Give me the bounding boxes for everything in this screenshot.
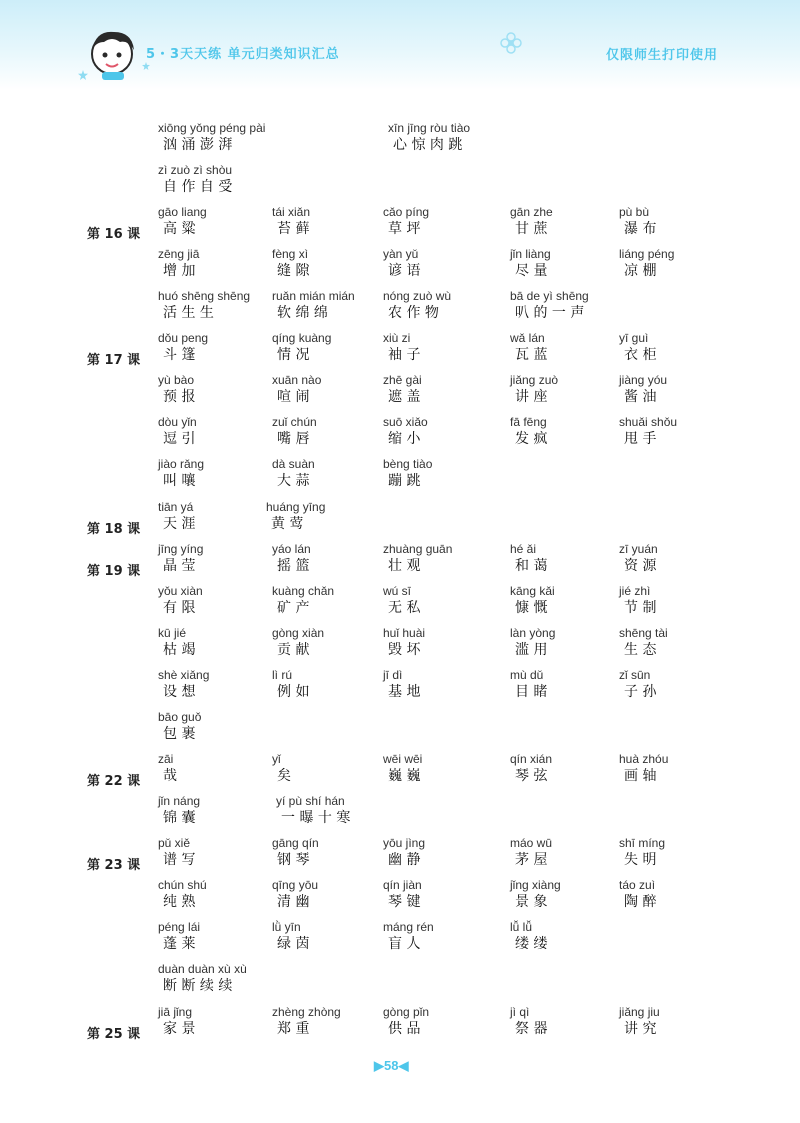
pinyin: dǒu peng	[158, 331, 209, 345]
pinyin: yī guì	[619, 331, 649, 345]
hanzi: 慷 慨	[515, 600, 548, 616]
pinyin: yǒu xiàn	[158, 584, 203, 598]
pinyin: shè xiǎng	[158, 668, 210, 682]
hanzi: 讲 究	[624, 1021, 657, 1037]
page-header	[0, 0, 800, 90]
vocab-word	[383, 373, 422, 407]
hanzi: 蓬 莱	[163, 936, 196, 952]
vocab-word	[158, 626, 195, 660]
vocab-word	[158, 878, 207, 912]
pinyin: wǎ lán	[510, 331, 545, 345]
pinyin: ruǎn mián mián	[272, 289, 355, 303]
vocab-word	[383, 920, 434, 954]
vocab-word	[619, 836, 665, 870]
pinyin: jǐng xiàng	[510, 878, 561, 892]
star-icon	[142, 62, 150, 70]
vocab-word	[272, 584, 334, 618]
pinyin: gòng xiàn	[272, 626, 325, 640]
vocab-word	[383, 331, 420, 365]
vocab-word	[383, 626, 425, 660]
hanzi: 纯 熟	[163, 894, 196, 910]
vocab-word	[619, 584, 656, 618]
pinyin: gāo liang	[158, 205, 207, 219]
vocab-word	[510, 331, 547, 365]
pinyin: huà zhóu	[619, 752, 669, 766]
vocab-word	[272, 542, 311, 576]
hanzi: 缕 缕	[515, 936, 548, 952]
pinyin: làn yòng	[510, 626, 556, 640]
pinyin: péng lái	[158, 920, 201, 934]
hanzi: 谱 写	[163, 852, 196, 868]
hanzi: 子 孙	[624, 684, 657, 700]
vocab-word	[510, 878, 561, 912]
pinyin: xīn jīng ròu tiào	[388, 121, 471, 135]
pinyin: zǐ sūn	[619, 668, 651, 682]
hanzi: 枯 竭	[163, 642, 196, 658]
hanzi: 蹦 跳	[388, 473, 421, 489]
vocab-word	[158, 373, 195, 407]
vocab-word	[158, 752, 177, 786]
page-number-right-deco: ◀	[398, 1058, 409, 1073]
star-icon	[78, 70, 88, 80]
pinyin: jī dì	[383, 668, 403, 682]
vocab-word	[272, 836, 319, 870]
hanzi: 钢 琴	[277, 852, 310, 868]
hanzi: 一 曝 十 寒	[281, 810, 351, 826]
pinyin: kuàng chǎn	[272, 584, 335, 598]
hanzi: 巍 巍	[388, 768, 421, 784]
vocab-word	[383, 836, 425, 870]
vocab-word	[383, 878, 422, 912]
pinyin: yōu jìng	[383, 836, 426, 850]
vocab-word	[276, 794, 350, 828]
pinyin: táo zuì	[619, 878, 656, 892]
pinyin: lì rú	[272, 668, 293, 682]
hanzi: 逗 引	[163, 431, 196, 447]
pinyin: suō xiǎo	[383, 415, 428, 429]
vocab-word	[272, 668, 309, 702]
vocab-word	[272, 752, 291, 786]
hanzi: 幽 静	[388, 852, 421, 868]
pinyin: zāi	[158, 752, 174, 766]
hanzi: 例 如	[277, 684, 310, 700]
vocab-word	[158, 289, 250, 323]
hanzi: 尽 量	[515, 263, 548, 279]
vocab-word	[510, 752, 552, 786]
pinyin: gān zhe	[510, 205, 553, 219]
vocab-word	[383, 415, 428, 449]
hanzi: 汹 涌 澎 湃	[163, 137, 233, 153]
pinyin: dà suàn	[272, 457, 315, 471]
hanzi: 琴 键	[388, 894, 421, 910]
vocab-word	[158, 205, 207, 239]
pinyin: yǐ	[272, 752, 281, 766]
pinyin: nóng zuò wù	[383, 289, 452, 303]
pinyin: yàn yǔ	[383, 247, 419, 261]
vocab-word	[383, 584, 420, 618]
pinyin: tái xiǎn	[272, 205, 311, 219]
vocab-word	[510, 584, 555, 618]
hanzi: 画 轴	[624, 768, 657, 784]
pinyin: xiōng yǒng péng pài	[158, 121, 266, 135]
pinyin: jiǎng jiu	[619, 1005, 660, 1019]
hanzi: 茅 屋	[515, 852, 548, 868]
vocab-word	[619, 205, 656, 239]
vocab-word	[383, 1005, 429, 1039]
hanzi: 发 疯	[515, 431, 548, 447]
pinyin: bā de yì shēng	[510, 289, 589, 303]
hanzi: 供 品	[388, 1021, 421, 1037]
pinyin: zhuàng guān	[383, 542, 453, 556]
pinyin: lǚ lǚ	[510, 920, 533, 934]
hanzi: 增 加	[163, 263, 196, 279]
vocab-word	[619, 668, 656, 702]
hanzi: 矣	[277, 768, 291, 784]
vocab-word	[158, 920, 200, 954]
lesson-label: 第 25 课	[87, 1027, 141, 1042]
vocab-word	[266, 500, 325, 534]
vocab-word	[158, 962, 247, 996]
header-usage-note: 仅限师生打印使用	[606, 48, 719, 63]
vocab-word	[158, 500, 195, 534]
lesson-label: 第 23 课	[87, 858, 141, 873]
lesson-label: 第 16 课	[87, 227, 141, 242]
hanzi: 晶 莹	[163, 558, 196, 574]
hanzi: 缝 隙	[277, 263, 310, 279]
lesson-label: 第 19 课	[87, 564, 141, 579]
vocab-word	[510, 542, 547, 576]
hanzi: 锦 囊	[163, 810, 196, 826]
vocab-word	[158, 121, 265, 155]
pinyin: qíng kuàng	[272, 331, 332, 345]
page-number-value: 58	[384, 1058, 399, 1073]
pinyin: huáng yīng	[266, 500, 326, 514]
pinyin: xuān nào	[272, 373, 322, 387]
pinyin: huǐ huài	[383, 626, 426, 640]
hanzi: 目 睹	[515, 684, 548, 700]
vocab-word	[158, 836, 195, 870]
pinyin: gòng pǐn	[383, 1005, 430, 1019]
hanzi: 农 作 物	[388, 305, 439, 321]
vocab-word	[383, 247, 420, 281]
vocab-word	[510, 626, 555, 660]
pinyin: jiào rǎng	[158, 457, 205, 471]
hanzi: 大 蒜	[277, 473, 310, 489]
hanzi: 叭 的 一 声	[515, 305, 585, 321]
pinyin: wēi wēi	[383, 752, 423, 766]
pinyin: fèng xì	[272, 247, 309, 261]
vocab-word	[158, 584, 203, 618]
pinyin: zī yuán	[619, 542, 658, 556]
vocab-word	[619, 626, 668, 660]
pinyin: dòu yǐn	[158, 415, 197, 429]
vocab-word	[510, 920, 547, 954]
hanzi: 谚 语	[388, 263, 421, 279]
pinyin: shuǎi shǒu	[619, 415, 678, 429]
vocab-word	[619, 1005, 660, 1039]
pinyin: xiù zi	[383, 331, 411, 345]
hanzi: 软 绵 绵	[277, 305, 328, 321]
hanzi: 黄 莺	[271, 516, 304, 532]
hanzi: 有 限	[163, 600, 196, 616]
vocab-word	[619, 331, 656, 365]
page-number-left-deco: ▶	[374, 1058, 384, 1073]
vocab-word	[272, 205, 310, 239]
pinyin: kāng kǎi	[510, 584, 555, 598]
hanzi: 壮 观	[388, 558, 421, 574]
pinyin: zuǐ chún	[272, 415, 317, 429]
hanzi: 家 景	[163, 1021, 196, 1037]
pinyin: bèng tiào	[383, 457, 433, 471]
pinyin: tiān yá	[158, 500, 194, 514]
pinyin: bāo guǒ	[158, 710, 202, 724]
vocab-word	[510, 1005, 547, 1039]
vocab-word	[272, 247, 309, 281]
mascot-boy-icon	[84, 24, 140, 82]
pinyin: cǎo píng	[383, 205, 430, 219]
hanzi: 心 惊 肉 跳	[393, 137, 463, 153]
pinyin: duàn duàn xù xù	[158, 962, 247, 976]
pinyin: zēng jiā	[158, 247, 200, 261]
vocab-word	[272, 331, 331, 365]
hanzi: 高 粱	[163, 221, 196, 237]
vocab-word	[619, 752, 668, 786]
hanzi: 衣 柜	[624, 347, 657, 363]
hanzi: 毁 坏	[388, 642, 421, 658]
lesson-label: 第 18 课	[87, 522, 141, 537]
vocab-word	[510, 205, 553, 239]
pinyin: lǜ yīn	[272, 920, 301, 934]
vocab-word	[383, 457, 432, 491]
pinyin: hé ǎi	[510, 542, 537, 556]
pinyin: jì qì	[510, 1005, 530, 1019]
vocab-word	[510, 668, 547, 702]
vocab-word	[272, 878, 318, 912]
hanzi: 凉 棚	[624, 263, 657, 279]
vocab-word	[158, 331, 208, 365]
pinyin: pǔ xiě	[158, 836, 191, 850]
pinyin: máo wū	[510, 836, 553, 850]
hanzi: 瓦 蓝	[515, 347, 548, 363]
vocab-word	[272, 1005, 341, 1039]
vocab-word	[158, 163, 232, 197]
hanzi: 基 地	[388, 684, 421, 700]
hanzi: 贡 献	[277, 642, 310, 658]
vocab-word	[272, 457, 315, 491]
hanzi: 无 私	[388, 600, 421, 616]
lesson-label: 第 17 课	[87, 353, 141, 368]
pinyin: yáo lán	[272, 542, 311, 556]
flower-icon	[500, 32, 522, 54]
vocab-word	[383, 289, 451, 323]
hanzi: 生 态	[624, 642, 657, 658]
hanzi: 矿 产	[277, 600, 310, 616]
hanzi: 预 报	[163, 389, 196, 405]
hanzi: 喧 闹	[277, 389, 310, 405]
hanzi: 包 裹	[163, 726, 196, 742]
hanzi: 活 生 生	[163, 305, 214, 321]
hanzi: 草 坪	[388, 221, 421, 237]
hanzi: 嘴 唇	[277, 431, 310, 447]
hanzi: 叫 嚷	[163, 473, 196, 489]
pinyin: huó shēng shēng	[158, 289, 251, 303]
vocab-word	[158, 668, 209, 702]
vocab-word	[510, 373, 558, 407]
pinyin: qín jiàn	[383, 878, 422, 892]
vocab-word	[383, 542, 452, 576]
hanzi: 景 象	[515, 894, 548, 910]
pinyin: qín xián	[510, 752, 553, 766]
hanzi: 祭 器	[515, 1021, 548, 1037]
hanzi: 摇 篮	[277, 558, 310, 574]
hanzi: 缩 小	[388, 431, 421, 447]
pinyin: jǐn náng	[158, 794, 201, 808]
pinyin: jīng yíng	[158, 542, 204, 556]
hanzi: 陶 醉	[624, 894, 657, 910]
hanzi: 失 明	[624, 852, 657, 868]
hanzi: 滥 用	[515, 642, 548, 658]
vocab-word	[158, 794, 200, 828]
vocab-word	[619, 878, 656, 912]
hanzi: 甩 手	[624, 431, 657, 447]
lesson-label: 第 22 课	[87, 774, 141, 789]
pinyin: liáng péng	[619, 247, 675, 261]
vocab-word	[272, 626, 324, 660]
pinyin: chún shú	[158, 878, 207, 892]
hanzi: 和 蔼	[515, 558, 548, 574]
hanzi: 盲 人	[388, 936, 421, 952]
pinyin: yí pù shí hán	[276, 794, 345, 808]
vocab-word	[619, 542, 658, 576]
vocab-word	[158, 710, 201, 744]
pinyin: jiā jǐng	[158, 1005, 193, 1019]
vocab-word	[619, 415, 677, 449]
pinyin: shī míng	[619, 836, 666, 850]
hanzi: 琴 弦	[515, 768, 548, 784]
pinyin: zhèng zhòng	[272, 1005, 341, 1019]
vocab-word	[510, 247, 551, 281]
hanzi: 设 想	[163, 684, 196, 700]
vocab-word	[158, 457, 204, 491]
hanzi: 情 况	[277, 347, 310, 363]
vocab-word	[158, 415, 197, 449]
pinyin: mù dǔ	[510, 668, 544, 682]
vocab-word	[272, 373, 321, 407]
hanzi: 讲 座	[515, 389, 548, 405]
pinyin: zhē gài	[383, 373, 422, 387]
hanzi: 节 制	[624, 600, 657, 616]
vocab-word	[383, 205, 429, 239]
pinyin: jiǎng zuò	[510, 373, 559, 387]
pinyin: máng rén	[383, 920, 434, 934]
pinyin: zì zuò zì shòu	[158, 163, 233, 177]
hanzi: 自 作 自 受	[163, 179, 233, 195]
hanzi: 绿 茵	[277, 936, 310, 952]
vocab-word	[272, 920, 309, 954]
vocab-word	[510, 289, 589, 323]
pinyin: qīng yōu	[272, 878, 319, 892]
vocab-word	[619, 373, 667, 407]
vocab-word	[272, 415, 317, 449]
pinyin: yù bào	[158, 373, 195, 387]
hanzi: 斗 篷	[163, 347, 196, 363]
hanzi: 清 幽	[277, 894, 310, 910]
pinyin: wú sī	[383, 584, 412, 598]
vocab-word	[510, 836, 552, 870]
hanzi: 袖 子	[388, 347, 421, 363]
pinyin: pù bù	[619, 205, 650, 219]
hanzi: 瀑 布	[624, 221, 657, 237]
vocab-word	[158, 542, 203, 576]
vocab-word	[158, 1005, 195, 1039]
hanzi: 天 涯	[163, 516, 196, 532]
pinyin: gāng qín	[272, 836, 319, 850]
vocab-word	[383, 668, 420, 702]
pinyin: jié zhì	[619, 584, 651, 598]
hanzi: 资 源	[624, 558, 657, 574]
page-number	[374, 1058, 408, 1074]
pinyin: jǐn liàng	[510, 247, 551, 261]
hanzi: 郑 重	[277, 1021, 310, 1037]
hanzi: 遮 盖	[388, 389, 421, 405]
hanzi: 甘 蔗	[515, 221, 548, 237]
vocab-word	[619, 247, 674, 281]
hanzi: 哉	[163, 768, 177, 784]
header-title: 5・3天天练 单元归类知识汇总	[146, 47, 340, 62]
vocab-word	[510, 415, 547, 449]
hanzi: 断 断 续 续	[163, 978, 233, 994]
vocab-word	[158, 247, 199, 281]
vocab-word	[272, 289, 355, 323]
vocab-word	[388, 121, 470, 155]
hanzi: 苔 藓	[277, 221, 310, 237]
pinyin: jiàng yóu	[619, 373, 668, 387]
pinyin: kū jié	[158, 626, 187, 640]
vocab-word	[383, 752, 422, 786]
hanzi: 酱 油	[624, 389, 657, 405]
pinyin: shēng tài	[619, 626, 668, 640]
pinyin: fā fēng	[510, 415, 547, 429]
